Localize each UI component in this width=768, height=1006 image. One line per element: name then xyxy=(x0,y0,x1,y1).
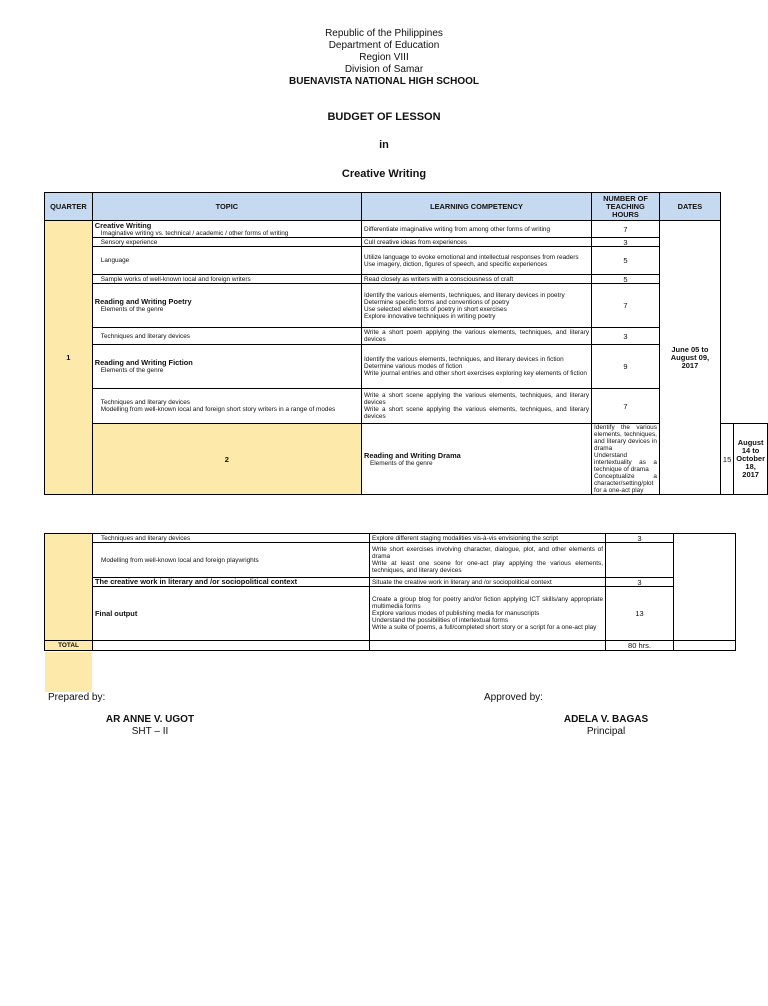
competency-line: Identify the various elements, techniques, and literary devices in poetry xyxy=(364,291,565,299)
topic-title: Reading and Writing Poetry xyxy=(94,297,192,306)
competency-line: Determine various modes of fiction xyxy=(364,363,463,370)
table-row xyxy=(45,389,768,424)
competency-line: Create a group blog for poetry and/or fiction applying ICT skills/any appropriate multimedia forms xyxy=(372,596,603,610)
competency-line: Write a suite of poems, a full/completed short story or a script for a one-act play xyxy=(372,624,597,631)
competency-line: Identify the various elements, techniques, and literary devices in drama xyxy=(594,424,657,452)
topic-title: Reading and Writing Drama xyxy=(364,450,461,460)
competency-line: Write journal entries and other short exercises exploring key elements of fiction xyxy=(364,370,587,377)
competency-line: Write short exercises involving character, dialogue, plot, and other elements of drama xyxy=(372,546,603,560)
approved-by-role: Principal xyxy=(586,726,626,737)
doc-title: BUDGET OF LESSON xyxy=(327,111,441,123)
topic-cell: Language xyxy=(92,247,361,275)
hours-cell: 7 xyxy=(592,284,660,328)
hours-cell: 3 xyxy=(606,578,674,587)
topic-sub: Elements of the genre xyxy=(100,367,164,374)
quarter-cell: 2 xyxy=(92,424,361,495)
competency-cell: Differentiate imaginative writing from among other forms of writing xyxy=(362,221,592,238)
dates-cell: August 14 to October 18, 2017 xyxy=(734,424,768,495)
prepared-by-role: SHT – II xyxy=(131,726,169,737)
hours-cell: 7 xyxy=(592,389,660,424)
approved-by-label: Approved by: xyxy=(484,692,543,703)
total-dates-empty xyxy=(674,641,736,651)
competency-line: Utilize language to evoke emotional and intellectual responses from readers xyxy=(364,253,579,261)
dates-cell: June 05 to August 09, 2017 xyxy=(659,221,720,495)
topic-cell xyxy=(92,345,361,389)
hours-cell: 3 xyxy=(606,534,674,543)
budget-table xyxy=(44,192,768,495)
approved-by-name: ADELA V. BAGAS xyxy=(563,714,649,725)
total-label: TOTAL xyxy=(45,641,93,651)
topic-cell: Sample works of well-known local and foreign writers xyxy=(92,275,361,284)
topic-sub: Elements of the genre xyxy=(370,459,433,467)
table-row xyxy=(45,275,768,284)
dates-cell-empty xyxy=(674,534,736,641)
hours-cell: 9 xyxy=(592,345,660,389)
hours-cell: 13 xyxy=(606,587,674,641)
hours-cell: 3 xyxy=(592,328,660,345)
table-row xyxy=(45,534,736,543)
col-hours: NUMBER OF TEACHING HOURS xyxy=(592,193,660,221)
doc-subject: Creative Writing xyxy=(341,168,427,180)
competency-cell: Read closely as writers with a consciousness of craft xyxy=(362,275,592,284)
competency-line: Understand intertextuality as a technique of drama xyxy=(594,452,657,473)
competency-line: Write a short scene applying the various elements, techniques, and literary devices xyxy=(364,392,590,406)
topic-cell xyxy=(92,221,361,238)
header-department: Department of Education xyxy=(328,40,440,51)
prepared-by-name: AR ANNE V. UGOT xyxy=(105,714,195,725)
yellow-highlight-strip xyxy=(45,652,92,692)
competency-cell xyxy=(592,424,660,495)
hours-cell: 15 xyxy=(720,424,733,495)
topic-cell xyxy=(92,389,361,424)
hours-cell-empty xyxy=(606,543,674,578)
topic-sub: Imaginative writing vs. technical / academic / other forms of writing xyxy=(100,229,289,237)
total-competency-empty xyxy=(370,641,606,651)
budget-table-continued xyxy=(44,533,736,651)
competency-line: Explore innovative techniques in writing poetry xyxy=(364,312,496,320)
topic-cell: Techniques and literary devices xyxy=(93,534,370,543)
header-republic: Republic of the Philippines xyxy=(325,28,443,39)
table-row xyxy=(45,543,736,578)
topic-cell: Final output xyxy=(93,587,370,641)
hours-cell: 5 xyxy=(592,275,660,284)
topic-cell xyxy=(92,284,361,328)
topic-cell: Techniques and literary devices xyxy=(92,328,361,345)
col-quarter: QUARTER xyxy=(45,193,93,221)
hours-cell: 3 xyxy=(592,238,660,247)
table-row xyxy=(45,328,768,345)
competency-line: Understand the possibilities of intertextual forms xyxy=(372,617,509,624)
competency-line: Conceptualize a character/setting/plot for a one-act play xyxy=(594,473,657,494)
header-school: BUENAVISTA NATIONAL HIGH SCHOOL xyxy=(289,76,479,87)
topic-cell: Sensory experience xyxy=(92,238,361,247)
competency-cell xyxy=(370,543,606,578)
topic-sub: Elements of the genre xyxy=(100,306,164,313)
prepared-by-label: Prepared by: xyxy=(48,692,106,703)
table-header-row xyxy=(45,193,768,221)
competency-cell xyxy=(370,587,606,641)
quarter-cell-empty xyxy=(45,534,93,641)
topic-cell: Modelling from well-known local and foreign playwrights xyxy=(93,543,370,578)
competency-line: Write at least one scene for one-act play applying the various elements, techniques, and literary devices xyxy=(372,560,603,574)
header-division: Division of Samar xyxy=(344,64,424,75)
topic-title: Creative Writing xyxy=(94,220,152,230)
total-row xyxy=(45,641,736,651)
competency-line: Use selected elements of poetry in short exercises xyxy=(364,305,507,313)
competency-cell xyxy=(362,345,592,389)
competency-cell xyxy=(362,389,592,424)
topic-title: Reading and Writing Fiction xyxy=(94,358,193,367)
competency-cell xyxy=(362,247,592,275)
competency-cell xyxy=(362,284,592,328)
competency-line: Identify the various elements, techniques, and literary devices in fiction xyxy=(364,356,564,363)
header-region: Region VIII xyxy=(359,52,409,63)
competency-cell: Situate the creative work in literary and /or sociopolitical context xyxy=(370,578,606,587)
topic-line: Techniques and literary devices xyxy=(100,399,190,406)
col-competency: LEARNING COMPETENCY xyxy=(362,193,592,221)
total-topic-empty xyxy=(93,641,370,651)
hours-cell: 5 xyxy=(592,247,660,275)
col-topic: TOPIC xyxy=(92,193,361,221)
document-header xyxy=(0,28,768,88)
hours-cell: 7 xyxy=(592,221,660,238)
topic-line: Modelling from well-known local and foreign short story writers in a range of modes xyxy=(100,406,336,413)
table-row xyxy=(45,578,736,587)
topic-cell xyxy=(362,424,592,495)
quarter-cell: 1 xyxy=(45,221,93,495)
col-dates: DATES xyxy=(659,193,720,221)
competency-line: Explore various modes of publishing media for manuscripts xyxy=(372,610,540,617)
table-row xyxy=(45,587,736,641)
table-row xyxy=(45,221,768,238)
competency-line: Determine specific forms and conventions of poetry xyxy=(364,298,510,306)
competency-cell: Cull creative ideas from experiences xyxy=(362,238,592,247)
competency-line: Write a short scene applying the various elements, techniques, and literary devices xyxy=(364,406,590,420)
table-row xyxy=(45,247,768,275)
topic-cell: The creative work in literary and /or sociopolitical context xyxy=(93,578,370,587)
competency-line: Use imagery, diction, figures of speech, and specific experiences xyxy=(364,260,548,268)
competency-cell: Explore different staging modalities vis-à-vis envisioning the script xyxy=(370,534,606,543)
doc-title-in: in xyxy=(379,139,389,151)
table-row xyxy=(45,345,768,389)
table-row xyxy=(45,238,768,247)
total-hours: 80 hrs. xyxy=(606,641,674,651)
competency-cell: Write a short poem applying the various elements, techniques, and literary devices xyxy=(362,328,592,345)
table-row xyxy=(45,284,768,328)
table-row xyxy=(45,424,768,495)
